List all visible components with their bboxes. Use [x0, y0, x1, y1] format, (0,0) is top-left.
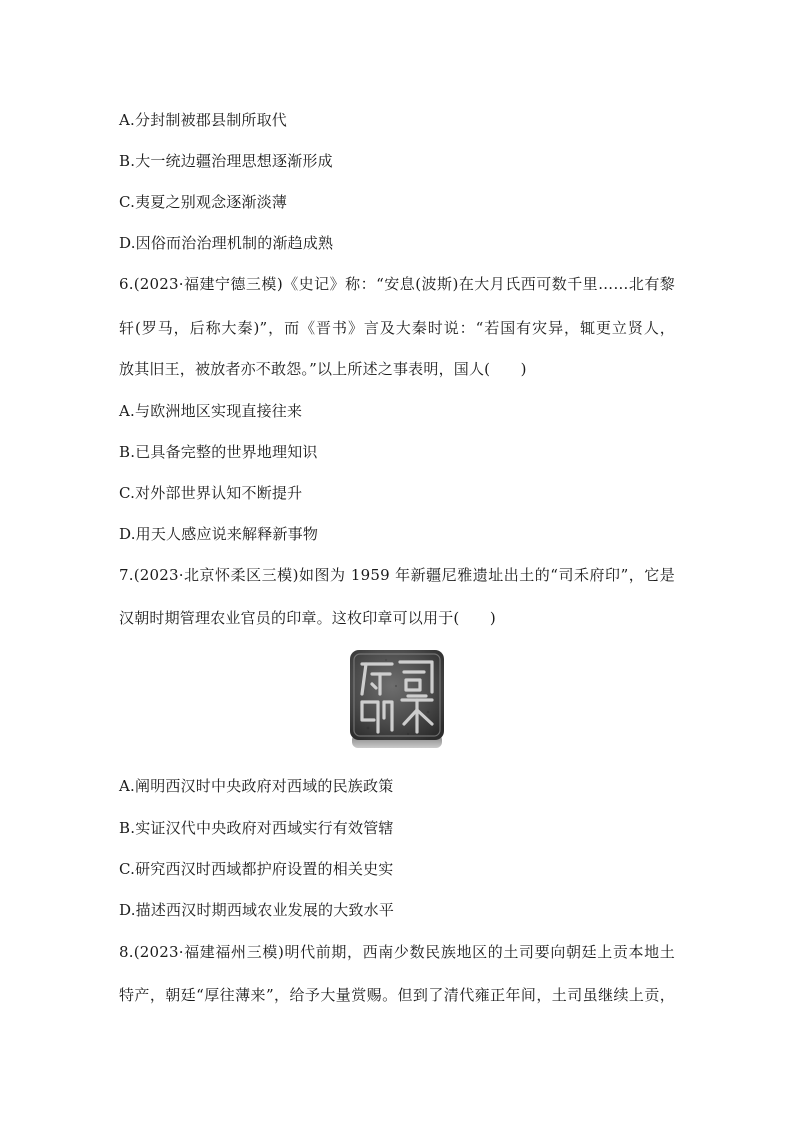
q8-stem-line-1: 8.(2023·福建福州三模)明代前期，西南少数民族地区的土司要向朝廷上贡本地土: [119, 943, 675, 961]
q6-option-b: B.已具备完整的世界地理知识: [119, 443, 318, 461]
q7-option-a: A.阐明西汉时中央政府对西域的民族政策: [119, 777, 394, 795]
q6-option-a: A.与欧洲地区实现直接往来: [119, 402, 303, 420]
q5-option-b: B.大一统边疆治理思想逐渐形成: [119, 152, 333, 170]
q5-option-a: A.分封制被郡县制所取代: [119, 111, 288, 129]
q7-stem-line-1: 7.(2023·北京怀柔区三模)如图为 1959 年新疆尼雅遗址出土的“司禾府印”，它是: [119, 566, 675, 584]
q8-stem-line-2: 特产，朝廷“厚往薄来”，给予大量赏赐。但到了清代雍正年间，土司虽继续上贡，: [119, 986, 675, 1004]
q6-stem-line-1: 6.(2023·福建宁德三模)《史记》称：“安息(波斯)在大月氏西可数千里……北有黎: [119, 275, 675, 293]
q7-option-d: D.描述西汉时期西域农业发展的大致水平: [119, 901, 395, 919]
q7-option-b: B.实证汉代中央政府对西域实行有效管辖: [119, 819, 394, 837]
seal-illustration: [348, 648, 446, 750]
q6-option-c: C.对外部世界认知不断提升: [119, 484, 303, 502]
seal-image: [348, 648, 446, 750]
q6-stem-line-3: 放其旧王，被放者亦不敢怨。”以上所述之事表明，国人( ): [119, 360, 527, 378]
q6-option-d: D.用天人感应说来解释新事物: [119, 525, 319, 543]
q5-option-d: D.因俗而治治理机制的渐趋成熟: [119, 234, 334, 252]
q5-option-c: C.夷夏之别观念逐渐淡薄: [119, 193, 288, 211]
q6-stem-line-2: 轩(罗马，后称大秦)”，而《晋书》言及大秦时说：“若国有灾异，辄更立贤人，: [119, 319, 675, 337]
q7-stem-line-2: 汉朝时期管理农业官员的印章。这枚印章可以用于( ): [119, 609, 496, 627]
q7-option-c: C.研究西汉时西域都护府设置的相关史实: [119, 860, 394, 878]
